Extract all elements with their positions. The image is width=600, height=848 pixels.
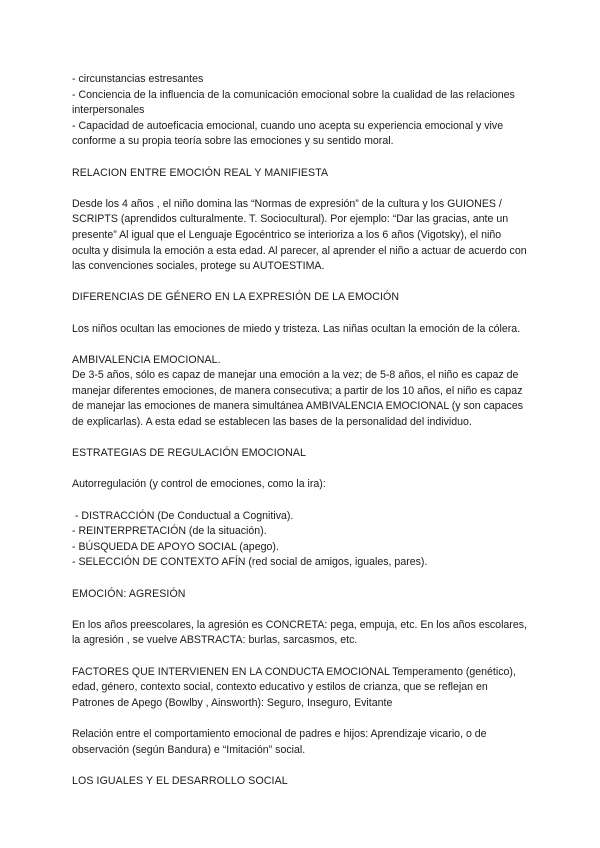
section-body-factores: FACTORES QUE INTERVIENEN EN LA CONDUCTA EMOCIONAL Temperamento (genético), edad, género, contexto social, contexto educativo y estilos de crianza, que se reflejan en Patrones de Apego (Bowlby , Ainsworth): Seguro, Inseguro, Evitante	[72, 665, 516, 709]
section-body-agresion: En los años preescolares, la agresión es CONCRETA: pega, empuja, etc. En los años escolares, la agresión , se vuelve ABSTRACTA: burlas, sarcasmos, etc.	[72, 618, 527, 647]
section-body-relacion: Relación entre el comportamiento emocional de padres e hijos: Aprendizaje vicario, o de observación (según Bandura) e “Imitación” social.	[72, 727, 487, 756]
strategy-list-item: - SELECCIÓN DE CONTEXTO AFÍN (red social de amigos, iguales, pares).	[72, 556, 428, 569]
strategy-list-item: - DISTRACCIÓN (De Conductual a Cognitiva).	[72, 509, 294, 522]
section-body-ambivalencia: De 3-5 años, sólo es capaz de manejar una emoción a la vez; de 5-8 años, el niño es capaz de manejar diferentes emociones, de manera consecutiva; a partir de los 10 años, el niño es capaz de manejar las emociones de manera simultánea AMBIVALENCIA EMOCIONAL (y son capaces de explicarlas). A esta edad se establecen las bases de la personalidad del individuo.	[72, 369, 524, 429]
intro-list-item: - Conciencia de la influencia de la comunicación emocional sobre la cualidad de las relaciones interpersonales	[72, 88, 515, 117]
intro-list-item: - circunstancias estresantes	[72, 73, 204, 85]
section-heading-ambivalencia: AMBIVALENCIA EMOCIONAL.	[72, 353, 221, 366]
strategy-list-item: - REINTERPRETACIÓN (de la situación).	[72, 525, 267, 538]
section-heading-estrategias: ESTRATEGIAS DE REGULACIÓN EMOCIONAL	[72, 447, 307, 460]
section-heading-real: RELACION ENTRE EMOCIÓN REAL Y MANIFIESTA	[72, 166, 329, 179]
section-body-genero: Los niños ocultan las emociones de miedo y tristeza. Las niñas ocultan la emoción de la cólera.	[72, 322, 521, 335]
section-heading-genero: DIFERENCIAS DE GÉNERO EN LA EXPRESIÓN DE LA EMOCIÓN	[72, 291, 400, 304]
intro-list-item: - Capacidad de autoeficacia emocional, cuando uno acepta su experiencia emocional y vive conforme a su propia teoría sobre las emociones y su sentido moral.	[72, 119, 504, 148]
section-heading-agresion: EMOCIÓN: AGRESIÓN	[72, 587, 186, 600]
section-body-real: Desde los 4 años , el niño domina las “Normas de expresión” de la cultura y los GUIONES / SCRIPTS (aprendidos culturalmente. T. Sociocultural). Por ejemplo: “Dar las gracias, ante un presente” Al igual que el Lenguaje Egocéntrico se interioriza a los 6 años (Vigotsky), el niño oculta y disimula la emoción a esta edad. Al parecer, al aprender el niño a actuar de acuerdo con las convenciones sociales, protege su AUTOESTIMA.	[72, 197, 527, 273]
strategy-list-item: - BÚSQUEDA DE APOYO SOCIAL (apego).	[72, 540, 279, 553]
section-intro-estrategias: Autorregulación (y control de emociones, como la ira):	[72, 478, 326, 491]
section-heading-iguales: LOS IGUALES Y EL DESARROLLO SOCIAL	[72, 774, 288, 787]
document-page	[72, 72, 532, 789]
